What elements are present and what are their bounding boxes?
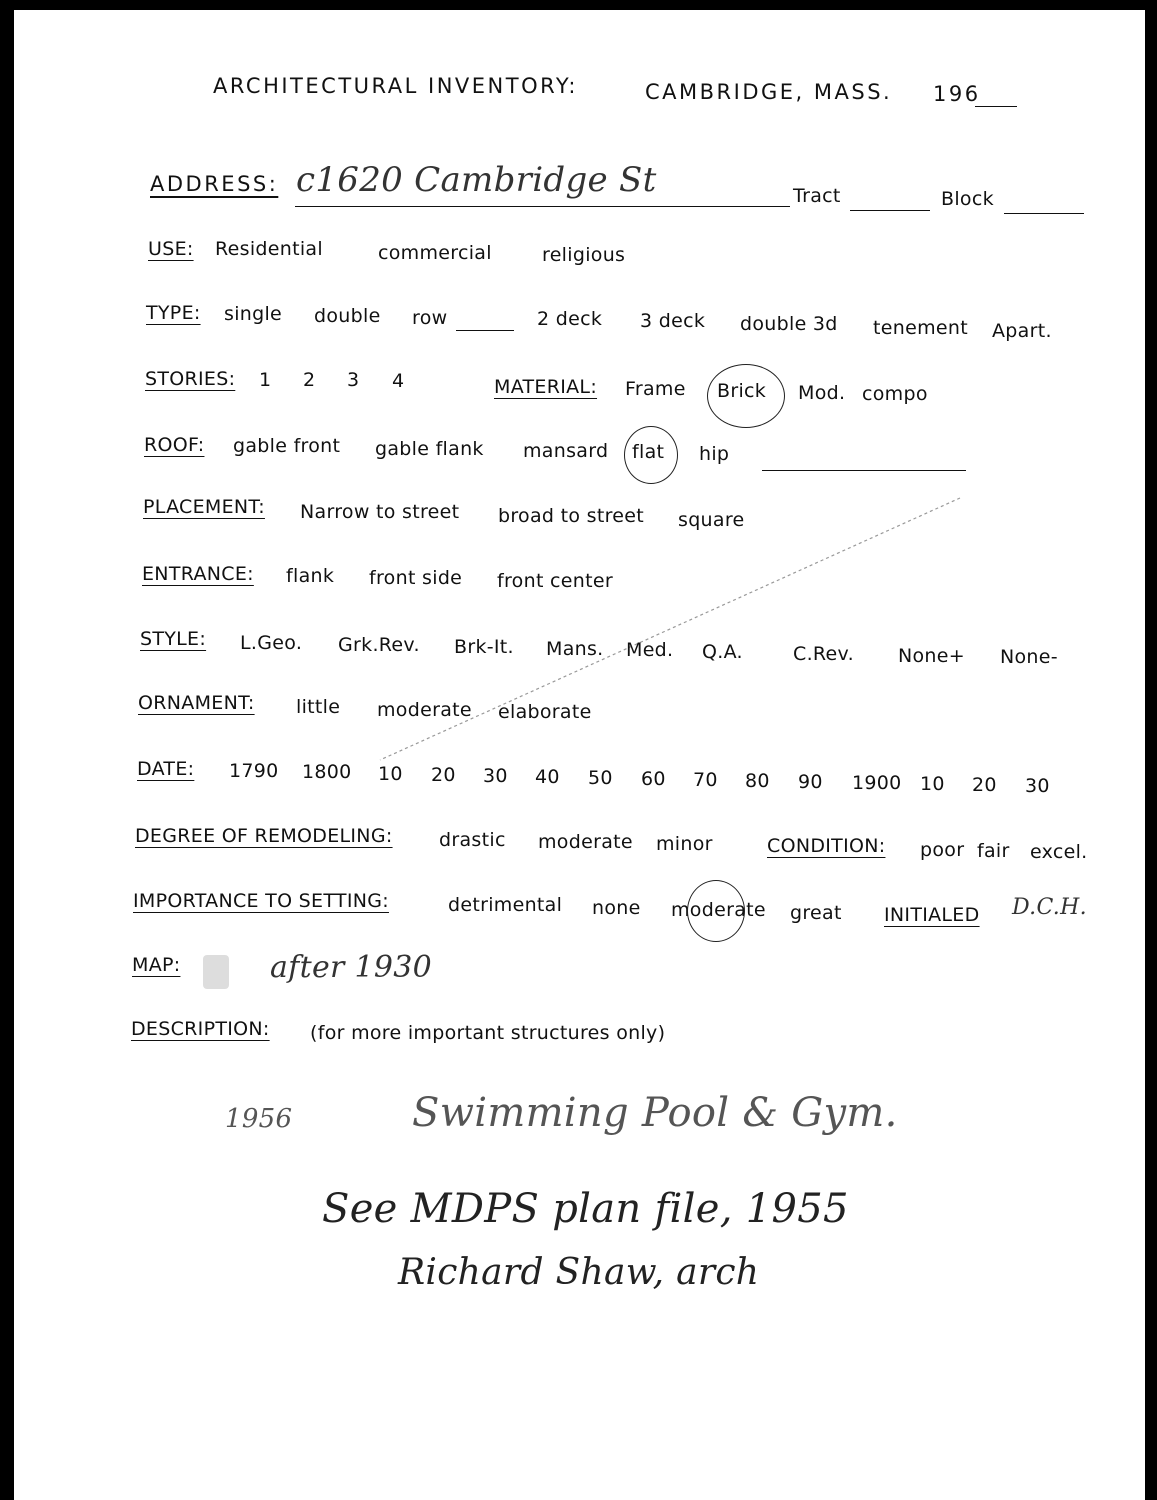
ornament-option[interactable]: moderate [377, 699, 472, 721]
note-plan-file[interactable]: See MDPS plan file, 1955 [322, 1186, 849, 1232]
entrance-option[interactable]: front center [497, 570, 613, 592]
style-option[interactable]: Q.A. [702, 641, 743, 663]
form-title: ARCHITECTURAL INVENTORY: [213, 74, 578, 98]
use-label: USE: [148, 238, 194, 260]
smudge-mark [203, 955, 229, 989]
condition-label: CONDITION: [767, 835, 886, 857]
type-option[interactable]: 2 deck [537, 308, 603, 330]
type-option[interactable]: row [412, 307, 448, 329]
selection-circle [707, 364, 785, 428]
tract-label: Tract [793, 185, 841, 207]
map-label: MAP: [132, 954, 181, 976]
material-option-selected[interactable]: Brick [717, 380, 767, 402]
material-option[interactable]: compo [862, 383, 928, 405]
importance-label: IMPORTANCE TO SETTING: [133, 890, 389, 912]
date-option[interactable]: 10 [920, 773, 945, 795]
remodeling-option[interactable]: drastic [439, 829, 506, 851]
use-option[interactable]: religious [542, 244, 626, 266]
type-option[interactable]: double [314, 305, 381, 327]
stories-option[interactable]: 2 [303, 369, 316, 391]
initialed-label: INITIALED [884, 904, 980, 926]
type-option[interactable]: 3 deck [640, 310, 706, 332]
note-pool-gym[interactable]: Swimming Pool & Gym. [412, 1090, 898, 1136]
stories-option[interactable]: 3 [347, 369, 360, 391]
placement-option[interactable]: square [678, 509, 745, 531]
description-note: (for more important structures only) [310, 1022, 666, 1044]
type-label: TYPE: [146, 302, 201, 324]
roof-option[interactable]: mansard [523, 440, 609, 462]
date-option[interactable]: 30 [483, 765, 508, 787]
tract-blank[interactable] [850, 210, 930, 211]
note-architect[interactable]: Richard Shaw, arch [398, 1252, 760, 1293]
roof-option-selected[interactable]: flat [632, 441, 665, 463]
style-option[interactable]: None- [1000, 646, 1058, 668]
date-option[interactable]: 10 [378, 763, 403, 785]
remodeling-label: DEGREE OF REMODELING: [135, 825, 393, 847]
date-option[interactable]: 20 [431, 764, 456, 786]
ornament-option[interactable]: elaborate [498, 701, 592, 723]
roof-option[interactable]: gable front [233, 435, 341, 457]
ornament-label: ORNAMENT: [138, 692, 255, 714]
date-option[interactable]: 70 [693, 769, 718, 791]
date-option[interactable]: 60 [641, 768, 666, 790]
type-option[interactable]: Apart. [992, 320, 1052, 342]
type-option[interactable]: tenement [873, 317, 968, 339]
date-option[interactable]: 1800 [302, 761, 352, 783]
condition-option[interactable]: poor [920, 839, 965, 861]
roof-option[interactable]: hip [699, 443, 730, 465]
style-option[interactable]: Med. [626, 639, 674, 661]
form-city: CAMBRIDGE, MASS. [645, 80, 893, 104]
style-option[interactable]: C.Rev. [793, 643, 854, 665]
date-option[interactable]: 50 [588, 767, 613, 789]
date-option[interactable]: 30 [1025, 775, 1050, 797]
style-option[interactable]: Grk.Rev. [338, 634, 420, 656]
address-label: ADDRESS: [150, 172, 279, 196]
date-option[interactable]: 90 [798, 771, 823, 793]
address-value[interactable]: c1620 Cambridge St [296, 160, 657, 200]
roof-label: ROOF: [144, 434, 205, 456]
use-option[interactable]: commercial [378, 242, 492, 264]
selection-circle [624, 426, 678, 484]
form-year-prefix: 196 [933, 82, 981, 106]
entrance-label: ENTRANCE: [142, 563, 254, 585]
material-option[interactable]: Mod. [798, 382, 846, 404]
material-label: MATERIAL: [494, 376, 598, 398]
remodeling-option[interactable]: minor [656, 833, 713, 855]
description-label: DESCRIPTION: [131, 1018, 270, 1040]
ornament-option[interactable]: little [296, 696, 341, 718]
type-option[interactable]: double 3d [740, 313, 838, 335]
block-label: Block [941, 188, 994, 210]
importance-option[interactable]: none [592, 897, 641, 919]
remodeling-option[interactable]: moderate [538, 831, 633, 853]
condition-option[interactable]: excel. [1030, 841, 1088, 863]
initialed-value[interactable]: D.C.H. [1012, 895, 1087, 920]
style-option[interactable]: L.Geo. [240, 632, 303, 654]
style-option[interactable]: None+ [898, 645, 965, 667]
note-year[interactable]: 1956 [225, 1104, 293, 1134]
block-blank[interactable] [1004, 213, 1084, 214]
style-option[interactable]: Mans. [546, 638, 604, 660]
date-option[interactable]: 80 [745, 770, 770, 792]
stories-option[interactable]: 4 [392, 370, 405, 392]
map-value[interactable]: after 1930 [270, 950, 433, 985]
placement-option[interactable]: Narrow to street [300, 501, 460, 523]
use-option[interactable]: Residential [215, 238, 323, 260]
selection-circle [687, 880, 745, 942]
roof-option[interactable]: gable flank [375, 438, 484, 460]
importance-option[interactable]: great [790, 902, 842, 924]
placement-option[interactable]: broad to street [498, 505, 645, 527]
date-option[interactable]: 40 [535, 766, 560, 788]
importance-option-selected[interactable]: moderate [671, 899, 766, 921]
style-option[interactable]: Brk-It. [454, 636, 514, 658]
address-line [295, 206, 790, 207]
date-label: DATE: [137, 758, 195, 780]
row-blank[interactable] [456, 330, 514, 331]
roof-blank[interactable] [762, 470, 966, 471]
stories-label: STORIES: [145, 368, 236, 390]
condition-option[interactable]: fair [977, 840, 1010, 862]
entrance-option[interactable]: front side [369, 567, 463, 589]
entrance-option[interactable]: flank [286, 565, 335, 587]
date-option[interactable]: 20 [972, 774, 997, 796]
material-option[interactable]: Frame [625, 378, 686, 400]
type-option[interactable]: single [224, 303, 283, 325]
stories-option[interactable]: 1 [259, 369, 272, 391]
importance-option[interactable]: detrimental [448, 894, 563, 916]
date-option[interactable]: 1900 [852, 772, 902, 794]
date-option[interactable]: 1790 [229, 760, 279, 782]
placement-label: PLACEMENT: [143, 496, 265, 518]
style-label: STYLE: [140, 628, 207, 650]
year-blank[interactable] [975, 106, 1017, 107]
